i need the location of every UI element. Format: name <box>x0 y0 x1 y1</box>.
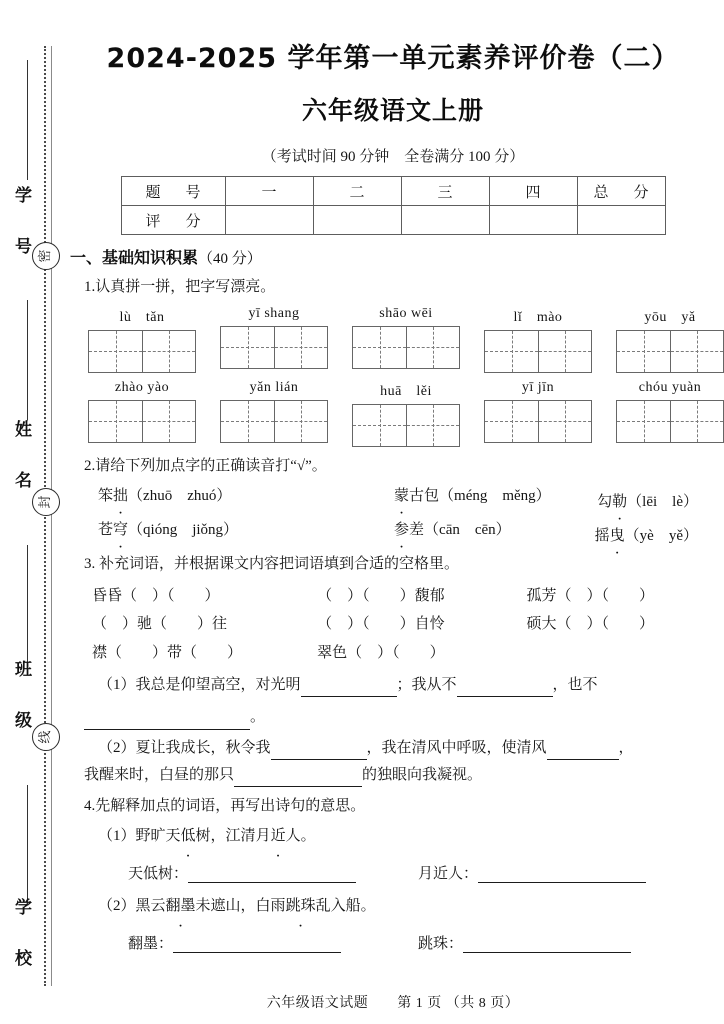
word-prefix: 勾 <box>597 494 613 510</box>
poem-label: （1） <box>98 827 136 844</box>
pronunciation-item[interactable] <box>394 484 551 505</box>
exam-note: （考试时间 90 分钟 全卷满分 100 分） <box>261 149 525 165</box>
score-input-cell-1[interactable] <box>225 206 313 235</box>
answer-blank[interactable] <box>188 867 356 883</box>
word-blank-item[interactable]: （ ）（ ）馥郁 <box>317 587 445 604</box>
tianzige-box[interactable] <box>616 400 724 443</box>
tianzige-cell[interactable] <box>485 401 538 442</box>
pinyin-label: lǐ mào <box>513 309 563 325</box>
word-prefix: 摇 <box>594 528 610 544</box>
fill-text: 我醒来时，白昼的那只 <box>84 766 235 783</box>
dotted-phrase: 月近人 <box>255 827 301 844</box>
question-4-prompt: 4.先解释加点的词语，再写出诗句的意思。 <box>84 798 366 814</box>
poem-text: 野旷 <box>135 827 166 844</box>
score-table-row-label: 评 分 <box>121 206 225 235</box>
pinyin-label: yī jīn <box>521 379 555 395</box>
dotted-phrase: 翻墨 <box>165 897 196 914</box>
fill-text: ，我在清风中呼吸，使清风 <box>366 739 547 756</box>
poem-text: ，江清 <box>210 827 256 844</box>
tianzige-cell[interactable] <box>670 331 723 372</box>
tianzige-cell[interactable] <box>274 401 327 442</box>
pinyin-label: zhào yào <box>114 379 170 395</box>
tianzige-box[interactable] <box>88 400 196 443</box>
term-label: 月近人： <box>418 865 479 882</box>
term-label: 翻墨： <box>128 936 174 952</box>
dotted-char: 蒙 <box>394 488 410 504</box>
word-blank-item[interactable]: （ ）（ ）自怜 <box>317 616 445 632</box>
section-heading-1 <box>62 235 724 268</box>
question-3-fill-1 <box>62 667 724 697</box>
score-table-row-label: 题 号 <box>121 177 225 206</box>
seal-circle-xian: 线 <box>32 723 60 751</box>
answer-blank[interactable] <box>478 867 646 883</box>
fill-text: 。 <box>250 709 266 726</box>
tianzige-cell[interactable] <box>221 327 274 368</box>
pinyin-item <box>88 306 196 373</box>
pinyin-item <box>88 380 196 447</box>
tianzige-box[interactable] <box>220 400 328 443</box>
dotted-char: 参 <box>394 522 410 538</box>
answer-blank[interactable] <box>301 681 397 697</box>
pronunciation-item[interactable] <box>394 518 511 539</box>
fill-text: （2）夏让我成长，秋令我 <box>98 739 271 756</box>
pinyin-item <box>616 306 724 373</box>
seal-rule-1 <box>27 60 28 180</box>
pronunciation-item[interactable] <box>98 518 394 539</box>
seal-circle-mi: 密 <box>32 242 60 270</box>
term-label: 跳珠： <box>418 936 464 952</box>
score-table <box>121 176 666 235</box>
pinyin-item <box>484 306 592 373</box>
poem-2-terms <box>62 918 724 953</box>
tianzige-cell[interactable] <box>274 327 327 368</box>
pinyin-grid-row-2 <box>62 373 724 447</box>
pinyin-label: huā lěi <box>380 383 432 399</box>
term-entry <box>418 862 646 883</box>
answer-blank[interactable] <box>84 714 250 730</box>
pinyin-item <box>220 380 328 447</box>
answer-blank[interactable] <box>457 681 553 697</box>
answer-blank[interactable] <box>271 744 367 760</box>
tianzige-cell[interactable] <box>89 331 142 372</box>
pinyin-item <box>220 306 328 373</box>
seal-circle-feng: 封 <box>32 488 60 516</box>
page-footer: 六年级语文试题 第 1 页 （共 8 页） <box>266 996 520 1011</box>
term-label: 天低树： <box>128 865 189 882</box>
tianzige-cell[interactable] <box>538 401 591 442</box>
table-row <box>121 206 665 235</box>
exam-sheet <box>62 0 724 1024</box>
tianzige-box[interactable] <box>352 326 460 369</box>
score-table-col-3: 三 <box>401 177 489 206</box>
seal-margin <box>0 0 62 1024</box>
score-table-col-1: 一 <box>225 177 313 206</box>
pronunciation-options[interactable]: （lēi lè） <box>627 494 698 510</box>
poem-text: 黑云 <box>135 897 166 914</box>
score-table-col-2: 二 <box>313 177 401 206</box>
poem-text: 未遮山，白雨 <box>195 897 286 914</box>
page-subtitle: 六年级语文上册 <box>301 96 484 125</box>
word-blank-item[interactable]: （ ）驰（ ）往 <box>92 616 228 632</box>
word-suffix: 差 <box>409 522 425 538</box>
dotted-char: 勒 <box>612 494 628 510</box>
fill-text: 的独眼向我凝视。 <box>362 766 483 783</box>
table-row <box>121 177 665 206</box>
pronunciation-options[interactable]: （zhuō zhuó） <box>128 488 232 504</box>
question-3-fill-2-cont <box>62 760 724 787</box>
tianzige-cell[interactable] <box>142 401 195 442</box>
word-blank-item[interactable]: 襟（ ）带（ ） <box>92 644 243 661</box>
tianzige-cell[interactable] <box>538 331 591 372</box>
word-prefix: 苍 <box>98 522 114 538</box>
dotted-phrase: 天低树 <box>165 827 211 844</box>
question-3-prompt: 3. 补充词语，并根据课文内容把词语填到合适的空格里。 <box>84 556 460 572</box>
word-blank-item[interactable]: 翠色（ ）（ ） <box>317 644 445 661</box>
tianzige-box[interactable] <box>616 330 724 373</box>
term-entry <box>128 932 418 953</box>
answer-blank[interactable] <box>173 937 341 953</box>
tianzige-cell[interactable] <box>617 401 670 442</box>
question-2-prompt: 2.请给下列加点字的正确读音打“√”。 <box>84 457 327 474</box>
pinyin-item <box>616 380 724 447</box>
seal-dashed-line <box>44 46 52 986</box>
dotted-phrase: 跳珠 <box>285 897 316 914</box>
question-3-fill-1-cont <box>62 697 724 729</box>
pinyin-item <box>352 380 460 447</box>
tianzige-cell[interactable] <box>485 331 538 372</box>
score-input-cell-2[interactable] <box>313 206 401 235</box>
term-entry <box>128 862 418 883</box>
score-input-cell-total[interactable] <box>577 206 665 235</box>
poem-text: 。 <box>300 827 316 844</box>
tianzige-box[interactable] <box>484 400 592 443</box>
tianzige-cell[interactable] <box>617 331 670 372</box>
score-table-col-4: 四 <box>489 177 577 206</box>
seal-label-school: 学 校 <box>11 898 31 973</box>
pinyin-item <box>484 380 592 447</box>
seal-rule-2 <box>27 300 28 420</box>
tianzige-cell[interactable] <box>353 405 406 446</box>
pinyin-label: lù tǎn <box>119 309 165 325</box>
pinyin-grid-row-1 <box>62 299 724 373</box>
poem-text: 乱入船。 <box>315 897 376 914</box>
tianzige-box[interactable] <box>484 330 592 373</box>
pronunciation-options[interactable]: （yè yě） <box>624 528 698 544</box>
fill-text: ；我从不 <box>396 677 457 693</box>
pronunciation-options[interactable]: （cān cēn） <box>424 522 511 538</box>
pinyin-label: shāo wēi <box>379 305 433 321</box>
seal-label-student-id: 学 号 <box>11 186 31 261</box>
tianzige-cell[interactable] <box>89 401 142 442</box>
tianzige-cell[interactable] <box>406 327 459 368</box>
dotted-char: 曳 <box>609 528 625 544</box>
poem-1-terms <box>62 848 724 883</box>
answer-blank[interactable] <box>547 744 619 760</box>
score-input-cell-4[interactable] <box>489 206 577 235</box>
answer-blank[interactable] <box>234 771 362 787</box>
word-blank-item[interactable] <box>527 639 724 668</box>
pinyin-label: yōu yǎ <box>644 309 696 325</box>
word-prefix: 笨 <box>98 488 114 504</box>
word-grid-row <box>92 610 724 639</box>
seal-label-name: 姓 名 <box>11 420 31 495</box>
word-suffix: 古包 <box>409 488 440 504</box>
tianzige-cell[interactable] <box>670 401 723 442</box>
question-1-prompt: 1.认真拼一拼，把字写漂亮。 <box>84 279 276 295</box>
fill-text: ，也不 <box>552 677 598 693</box>
pronunciation-item[interactable] <box>597 490 698 511</box>
section-heading-text: 一、基础知识积累 <box>70 248 199 267</box>
pronunciation-options[interactable]: （méng měng） <box>439 488 551 504</box>
seal-rule-3 <box>27 545 28 665</box>
pronunciation-item[interactable] <box>595 524 698 545</box>
fill-text: （1）我总是仰望高空，对光明 <box>98 677 301 693</box>
seal-label-class: 班 级 <box>11 660 31 735</box>
fill-text: ， <box>618 739 634 756</box>
seal-rule-4 <box>27 785 28 905</box>
tianzige-cell[interactable] <box>406 405 459 446</box>
tianzige-cell[interactable] <box>353 327 406 368</box>
tianzige-box[interactable] <box>88 330 196 373</box>
word-blank-item[interactable]: 孤芳（ ）（ ） <box>526 587 655 604</box>
poem-line-1 <box>62 818 724 848</box>
pronunciation-options[interactable]: （qióng jiǒng） <box>128 522 239 538</box>
pinyin-label: yǎn lián <box>249 379 299 395</box>
term-entry <box>418 932 631 953</box>
word-blank-item[interactable]: 昏昏（ ）（ ） <box>92 587 220 604</box>
word-grid-row <box>92 639 724 668</box>
tianzige-box[interactable] <box>352 404 460 447</box>
page-title: 2024-2025 学年第一单元素养评价卷（二） <box>106 43 680 74</box>
poem-label: （2） <box>98 897 136 914</box>
tianzige-cell[interactable] <box>221 401 274 442</box>
pinyin-label: chóu yuàn <box>638 379 702 395</box>
question-3-fill-2 <box>62 730 724 760</box>
pronunciation-item[interactable] <box>98 484 394 505</box>
answer-blank[interactable] <box>463 937 631 953</box>
word-grid-row <box>92 582 724 611</box>
dotted-char: 拙 <box>113 488 129 504</box>
tianzige-box[interactable] <box>220 326 328 369</box>
dotted-char: 穹 <box>113 522 129 538</box>
pinyin-label: yī shang <box>248 305 300 321</box>
tianzige-cell[interactable] <box>142 331 195 372</box>
word-blank-item[interactable]: 硕大（ ）（ ） <box>526 616 655 632</box>
poem-line-2 <box>62 883 724 918</box>
pinyin-item <box>352 306 460 373</box>
score-table-col-total: 总 分 <box>577 177 665 206</box>
question-3-word-grid <box>62 576 724 668</box>
score-input-cell-3[interactable] <box>401 206 489 235</box>
section-points: （40 分） <box>198 251 262 267</box>
